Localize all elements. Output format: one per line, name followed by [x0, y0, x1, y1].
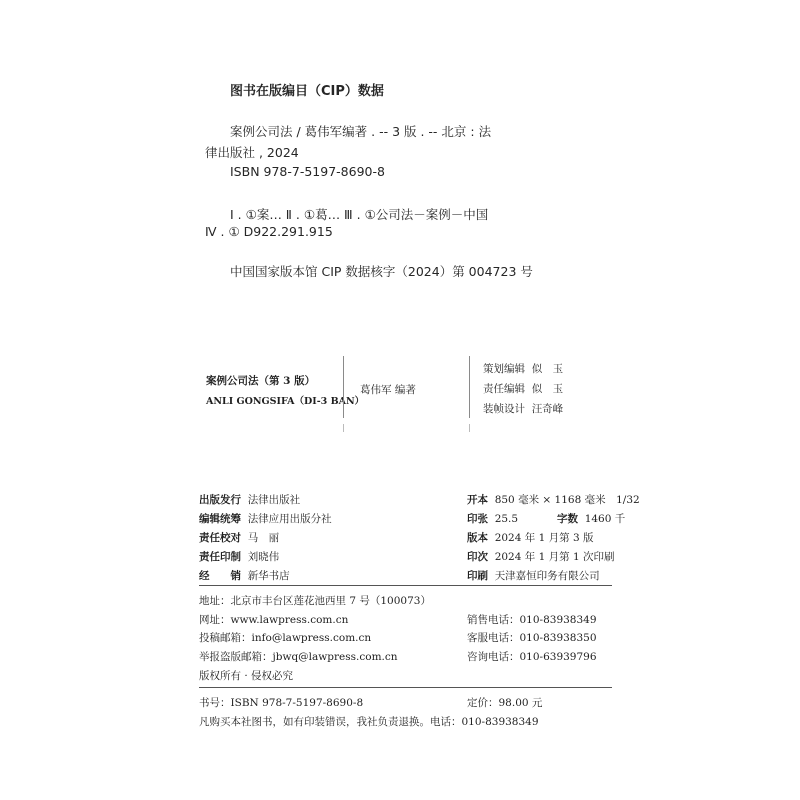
detail-value: 天津嘉恒印务有限公司	[494, 570, 600, 582]
section-divider	[199, 687, 612, 688]
detail-value: 刘晓伟	[247, 551, 280, 563]
detail-label: 印刷	[467, 570, 488, 582]
piracy-report-email: 举报盗版邮箱：jbwq@lawpress.com.cn	[199, 651, 398, 663]
tick-mark	[469, 424, 470, 432]
author-credit: 葛伟军 编著	[360, 384, 416, 396]
editor-responsible	[483, 381, 563, 396]
detail-label: 开本	[467, 494, 488, 506]
cip-classification: Ⅳ . ① D922.291.915	[205, 224, 333, 239]
detail-coordination	[199, 511, 332, 526]
editor-role: 责任编辑	[483, 383, 525, 395]
inquiry-phone: 咨询电话：010-63939796	[467, 651, 597, 663]
return-policy-notice: 凡购买本社图书，如有印装错误，我社负责退换。电话：010-83938349	[199, 716, 539, 728]
cip-isbn: ISBN 978-7-5197-8690-8	[230, 164, 385, 179]
detail-distributor	[199, 568, 290, 583]
detail-publisher	[199, 492, 300, 507]
detail-print-manager	[199, 549, 279, 564]
service-phone: 客服电话：010-83938350	[467, 632, 597, 644]
detail-label: 经 销	[199, 570, 241, 582]
detail-label: 印次	[467, 551, 488, 563]
detail-sheets	[467, 511, 518, 526]
submission-email: 投稿邮箱：info@lawpress.com.cn	[199, 632, 372, 644]
detail-value: 新华书店	[247, 570, 290, 582]
title-divider-2	[469, 356, 470, 418]
editor-role: 策划编辑	[483, 363, 525, 375]
cip-record-number: 中国国家版本馆 CIP 数据核字（2024）第 004723 号	[230, 264, 533, 279]
detail-format	[467, 492, 640, 507]
editor-role: 装帧设计	[483, 403, 525, 415]
detail-value: 2024 年 1 月第 3 版	[494, 532, 594, 544]
cip-heading: 图书在版编目（CIP）数据	[230, 84, 384, 99]
cip-subject-line: Ⅰ . ①案… Ⅱ . ①葛… Ⅲ . ①公司法－案例－中国	[230, 207, 489, 222]
detail-label: 版本	[467, 532, 488, 544]
tick-mark	[343, 424, 344, 432]
detail-value: 2024 年 1 月第 1 次印刷	[494, 551, 615, 563]
detail-word-count	[557, 511, 625, 526]
editor-design	[483, 401, 563, 416]
copyright-notice: 版权所有 · 侵权必究	[199, 670, 294, 682]
editor-planning	[483, 361, 563, 376]
cip-bibliographic-line: 案例公司法 / 葛伟军编著 . -- 3 版 . -- 北京 : 法	[230, 124, 492, 139]
editor-name: 似 玉	[531, 383, 564, 395]
detail-edition	[467, 530, 593, 545]
detail-printer	[467, 568, 600, 583]
publisher-website: 网址：www.lawpress.com.cn	[199, 614, 349, 626]
detail-value: 1460 千	[584, 513, 626, 525]
cip-bibliographic-line-cont: 律出版社 , 2024	[205, 145, 299, 160]
book-title-pinyin: ANLI GONGSIFA（DI-3 BAN）	[206, 396, 365, 407]
title-divider-1	[343, 356, 344, 418]
detail-value: 马 丽	[247, 532, 280, 544]
editor-name: 汪奇峰	[531, 403, 564, 415]
section-divider	[199, 585, 612, 586]
detail-value: 法律出版社	[247, 494, 301, 506]
detail-printing	[467, 549, 614, 564]
detail-label: 责任校对	[199, 532, 241, 544]
publisher-address: 地址：北京市丰台区莲花池西里 7 号（100073）	[199, 595, 431, 607]
detail-value: 850 毫米 × 1168 毫米 1/32	[494, 494, 640, 506]
detail-label: 印张	[467, 513, 488, 525]
book-price: 定价：98.00 元	[467, 697, 543, 709]
detail-label: 出版发行	[199, 494, 241, 506]
detail-label: 编辑统筹	[199, 513, 241, 525]
detail-value: 25.5	[494, 513, 519, 525]
detail-label: 责任印制	[199, 551, 241, 563]
detail-label: 字数	[557, 513, 578, 525]
editor-name: 似 玉	[531, 363, 564, 375]
book-number: 书号：ISBN 978-7-5197-8690-8	[199, 697, 364, 709]
detail-value: 法律应用出版分社	[247, 513, 332, 525]
detail-proofreader	[199, 530, 279, 545]
book-title-cn: 案例公司法（第 3 版）	[206, 375, 316, 387]
sales-phone: 销售电话：010-83938349	[467, 614, 597, 626]
